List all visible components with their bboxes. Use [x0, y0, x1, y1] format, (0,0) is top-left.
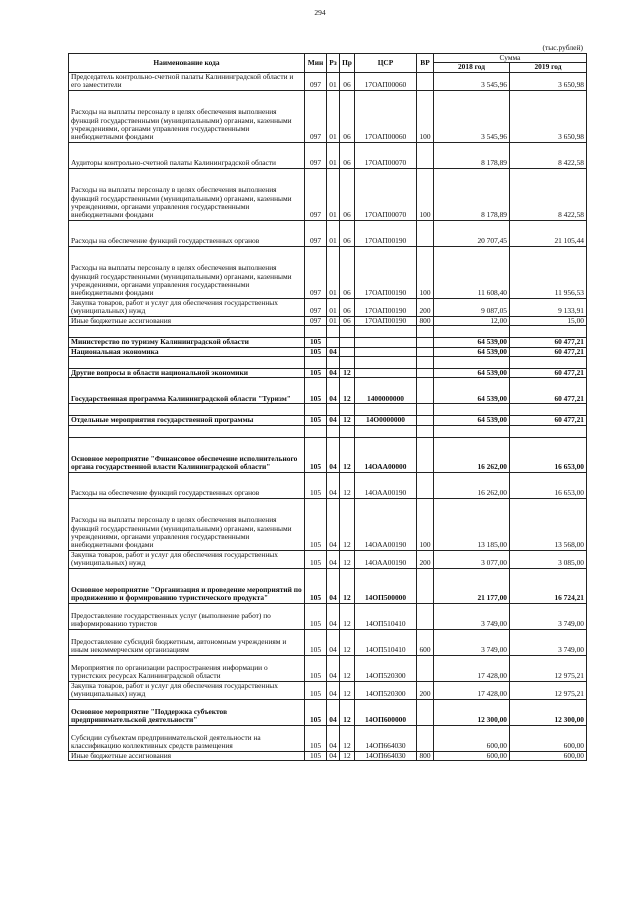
cell-csr — [355, 369, 417, 378]
spacer-cell — [510, 357, 587, 369]
cell-vr — [417, 220, 434, 246]
cell-pr — [340, 338, 355, 347]
spacer-cell — [305, 425, 327, 437]
cell-pr: 12 — [340, 603, 355, 629]
spacer-cell — [340, 425, 355, 437]
cell-min: 097 — [305, 246, 327, 298]
cell-2018: 12,00 — [434, 316, 510, 325]
cell-2019: 60 477,21 — [510, 416, 587, 425]
spacer-cell — [355, 357, 417, 369]
spacer-cell — [510, 425, 587, 437]
cell-name: Предоставление государственных услуг (выполнение работ) по информированию туристов — [69, 603, 305, 629]
table-row — [69, 168, 587, 220]
cell-2019: 3 085,00 — [510, 550, 587, 568]
cell-2018: 3 749,00 — [434, 603, 510, 629]
cell-min: 105 — [305, 338, 327, 347]
cell-name: Министерство по туризму Калининградской области — [69, 338, 305, 347]
cell-pr: 12 — [340, 437, 355, 472]
cell-pr — [340, 347, 355, 356]
cell-pr: 06 — [340, 220, 355, 246]
cell-name: Расходы на выплаты персоналу в целях обеспечения выполнения функций государственными (муниципальными) органами, казенными учреждениями, органами управления государственными внебюджетными фондами — [69, 498, 305, 550]
table-row — [69, 498, 587, 550]
cell-name: Расходы на обеспечение функций государственных органов — [69, 220, 305, 246]
header-sum: Сумма — [434, 54, 587, 63]
cell-vr — [417, 378, 434, 404]
spacer-cell — [340, 357, 355, 369]
cell-min: 097 — [305, 298, 327, 316]
cell-2018: 3 545,96 — [434, 72, 510, 90]
cell-pr: 12 — [340, 472, 355, 498]
cell-min: 105 — [305, 378, 327, 404]
cell-name: Предоставление субсидий бюджетным, автономным учреждениям и иным некоммерческим организациям — [69, 629, 305, 655]
spacer-cell — [417, 425, 434, 437]
table-row — [69, 369, 587, 378]
cell-csr: 14ОАА00190 — [355, 550, 417, 568]
cell-name: Другие вопросы в области национальной экономики — [69, 369, 305, 378]
spacer-cell — [69, 357, 305, 369]
table-row — [69, 220, 587, 246]
cell-rz: 04 — [327, 629, 340, 655]
table-row — [69, 437, 587, 472]
table-row — [69, 472, 587, 498]
cell-csr: 14ОП510410 — [355, 629, 417, 655]
cell-name: Основное мероприятие "Финансовое обеспечение исполнительного органа государственной власти Калининградской области" — [69, 437, 305, 472]
cell-2019: 8 422,58 — [510, 142, 587, 168]
spacer-cell — [340, 404, 355, 416]
cell-2018: 64 539,00 — [434, 347, 510, 356]
cell-vr — [417, 416, 434, 425]
cell-csr: 17ОАП00190 — [355, 316, 417, 325]
cell-2019: 3 749,00 — [510, 603, 587, 629]
spacer-cell — [434, 425, 510, 437]
table-row — [69, 90, 587, 142]
cell-pr: 12 — [340, 498, 355, 550]
cell-rz: 04 — [327, 681, 340, 699]
cell-pr: 12 — [340, 751, 355, 760]
cell-2019: 60 477,21 — [510, 338, 587, 347]
cell-2019: 9 133,91 — [510, 298, 587, 316]
cell-min: 105 — [305, 416, 327, 425]
cell-rz: 01 — [327, 298, 340, 316]
cell-pr: 06 — [340, 72, 355, 90]
cell-2019: 60 477,21 — [510, 347, 587, 356]
cell-min: 105 — [305, 699, 327, 725]
cell-2018: 600,00 — [434, 725, 510, 751]
header-min: Мин — [305, 54, 327, 73]
spacer-cell — [355, 404, 417, 416]
cell-min: 105 — [305, 472, 327, 498]
cell-csr — [355, 338, 417, 347]
cell-rz: 04 — [327, 725, 340, 751]
cell-min: 105 — [305, 550, 327, 568]
budget-table — [68, 53, 587, 761]
cell-rz: 04 — [327, 437, 340, 472]
cell-name: Закупка товаров, работ и услуг для обеспечения государственных (муниципальных) нужд — [69, 298, 305, 316]
table-row — [69, 298, 587, 316]
units-label: (тыс.рублей) — [542, 43, 583, 52]
cell-vr — [417, 603, 434, 629]
spacer-cell — [434, 357, 510, 369]
cell-rz: 01 — [327, 246, 340, 298]
spacer-cell — [417, 357, 434, 369]
cell-2019: 16 653,00 — [510, 472, 587, 498]
cell-vr: 800 — [417, 751, 434, 760]
cell-vr — [417, 699, 434, 725]
cell-name: Расходы на выплаты персоналу в целях обеспечения выполнения функций государственными (муниципальными) органами, казенными учреждениями, органами управления государственными внебюджетными фондами — [69, 90, 305, 142]
cell-vr — [417, 472, 434, 498]
cell-csr: 14ОП600000 — [355, 699, 417, 725]
cell-2018: 13 185,00 — [434, 498, 510, 550]
cell-csr: 17ОАП00070 — [355, 168, 417, 220]
cell-2018: 16 262,00 — [434, 472, 510, 498]
cell-2019: 11 956,53 — [510, 246, 587, 298]
cell-rz: 04 — [327, 568, 340, 603]
table-row — [69, 550, 587, 568]
cell-min: 105 — [305, 603, 327, 629]
cell-rz: 04 — [327, 603, 340, 629]
spacer-cell — [69, 425, 305, 437]
cell-vr: 100 — [417, 168, 434, 220]
table-header — [69, 54, 587, 73]
cell-2018: 3 077,00 — [434, 550, 510, 568]
cell-2019: 8 422,58 — [510, 168, 587, 220]
cell-2018: 3 545,96 — [434, 90, 510, 142]
header-name: Наименование кода — [69, 54, 305, 73]
header-2018: 2018 год — [434, 63, 510, 72]
cell-name: Иные бюджетные ассигнования — [69, 316, 305, 325]
cell-pr: 06 — [340, 168, 355, 220]
cell-name: Основное мероприятие "Организация и проведение мероприятий по продвижению и формированию туристического продукта" — [69, 568, 305, 603]
cell-2018: 64 539,00 — [434, 416, 510, 425]
cell-vr — [417, 347, 434, 356]
table-row — [69, 338, 587, 347]
cell-rz: 04 — [327, 498, 340, 550]
cell-2018: 21 177,00 — [434, 568, 510, 603]
cell-csr: 14ОАА00000 — [355, 437, 417, 472]
cell-name: Закупка товаров, работ и услуг для обеспечения государственных (муниципальных) нужд — [69, 550, 305, 568]
cell-2019: 16 653,00 — [510, 437, 587, 472]
spacer-cell — [510, 404, 587, 416]
header-rz: Рз — [327, 54, 340, 73]
cell-vr — [417, 72, 434, 90]
spacer-cell — [327, 425, 340, 437]
cell-vr — [417, 338, 434, 347]
spacer-cell — [327, 404, 340, 416]
cell-2018: 64 539,00 — [434, 369, 510, 378]
table-row — [69, 681, 587, 699]
cell-min: 105 — [305, 681, 327, 699]
cell-pr: 12 — [340, 568, 355, 603]
header-vr: ВР — [417, 54, 434, 73]
spacer-cell — [327, 357, 340, 369]
cell-2018: 8 178,89 — [434, 142, 510, 168]
cell-pr: 12 — [340, 629, 355, 655]
table-row — [69, 725, 587, 751]
cell-name: Расходы на выплаты персоналу в целях обеспечения выполнения функций государственными (муниципальными) органами, казенными учреждениями, органами управления государственными внебюджетными фондами — [69, 246, 305, 298]
cell-2018: 8 178,89 — [434, 168, 510, 220]
cell-rz: 01 — [327, 168, 340, 220]
table-row — [69, 603, 587, 629]
cell-min: 105 — [305, 725, 327, 751]
table-row — [69, 629, 587, 655]
cell-2019: 600,00 — [510, 725, 587, 751]
cell-name: Иные бюджетные ассигнования — [69, 751, 305, 760]
cell-csr: 14ОП664030 — [355, 751, 417, 760]
spacer-cell — [355, 326, 417, 338]
cell-2019: 15,00 — [510, 316, 587, 325]
cell-min: 097 — [305, 90, 327, 142]
cell-2018: 64 539,00 — [434, 338, 510, 347]
cell-rz: 04 — [327, 369, 340, 378]
cell-vr — [417, 369, 434, 378]
cell-name: Аудиторы контрольно-счетной палаты Калининградской области — [69, 142, 305, 168]
cell-min: 105 — [305, 347, 327, 356]
cell-2019: 21 105,44 — [510, 220, 587, 246]
cell-pr: 12 — [340, 378, 355, 404]
cell-2018: 11 608,40 — [434, 246, 510, 298]
cell-2018: 16 262,00 — [434, 437, 510, 472]
cell-rz: 04 — [327, 416, 340, 425]
cell-2019: 12 975,21 — [510, 655, 587, 681]
cell-2019: 60 477,21 — [510, 369, 587, 378]
spacer-row — [69, 326, 587, 338]
cell-vr: 200 — [417, 298, 434, 316]
cell-pr: 06 — [340, 246, 355, 298]
cell-vr: 200 — [417, 550, 434, 568]
cell-rz: 01 — [327, 142, 340, 168]
cell-name: Расходы на обеспечение функций государственных органов — [69, 472, 305, 498]
cell-vr: 800 — [417, 316, 434, 325]
spacer-cell — [417, 326, 434, 338]
table-row — [69, 751, 587, 760]
cell-min: 105 — [305, 369, 327, 378]
header-pr: Пр — [340, 54, 355, 73]
cell-csr: 14ОП510410 — [355, 603, 417, 629]
spacer-cell — [340, 326, 355, 338]
cell-pr: 06 — [340, 90, 355, 142]
cell-csr: 17ОАП00070 — [355, 142, 417, 168]
cell-name: Отдельные мероприятия государственной программы — [69, 416, 305, 425]
table-row — [69, 347, 587, 356]
cell-csr: 17ОАП00190 — [355, 298, 417, 316]
cell-csr: 17ОАП00190 — [355, 246, 417, 298]
cell-csr: 17ОАП00190 — [355, 220, 417, 246]
cell-rz: 01 — [327, 72, 340, 90]
cell-vr — [417, 568, 434, 603]
cell-name: Субсидии субъектам предпринимательской деятельности на классификацию коллективных средств размещения — [69, 725, 305, 751]
table-row — [69, 568, 587, 603]
cell-2018: 20 707,45 — [434, 220, 510, 246]
table-body — [69, 72, 587, 760]
cell-csr: 14О0000000 — [355, 416, 417, 425]
cell-min: 097 — [305, 72, 327, 90]
cell-min: 105 — [305, 751, 327, 760]
cell-min: 097 — [305, 168, 327, 220]
cell-csr: 14ОП500000 — [355, 568, 417, 603]
cell-pr: 12 — [340, 416, 355, 425]
cell-csr: 14ОП520300 — [355, 655, 417, 681]
spacer-cell — [305, 404, 327, 416]
cell-rz: 01 — [327, 90, 340, 142]
cell-csr: 17ОАП00060 — [355, 72, 417, 90]
cell-vr: 100 — [417, 246, 434, 298]
cell-name: Расходы на выплаты персоналу в целях обеспечения выполнения функций государственными (муниципальными) органами, казенными учреждениями, органами управления государственными внебюджетными фондами — [69, 168, 305, 220]
cell-rz: 04 — [327, 751, 340, 760]
cell-min: 097 — [305, 316, 327, 325]
table-row — [69, 416, 587, 425]
cell-csr: 1400000000 — [355, 378, 417, 404]
cell-pr: 06 — [340, 316, 355, 325]
cell-2019: 3 650,98 — [510, 90, 587, 142]
cell-name: Мероприятия по организации распространения информации о туристских ресурсах Калининградской области — [69, 655, 305, 681]
table-row — [69, 378, 587, 404]
cell-csr — [355, 347, 417, 356]
cell-pr: 12 — [340, 699, 355, 725]
cell-vr: 100 — [417, 90, 434, 142]
cell-rz: 04 — [327, 655, 340, 681]
cell-pr: 12 — [340, 369, 355, 378]
cell-pr: 12 — [340, 550, 355, 568]
cell-rz — [327, 338, 340, 347]
spacer-cell — [69, 326, 305, 338]
cell-2019: 60 477,21 — [510, 378, 587, 404]
cell-rz: 04 — [327, 472, 340, 498]
cell-rz: 01 — [327, 316, 340, 325]
cell-2018: 3 749,00 — [434, 629, 510, 655]
spacer-cell — [69, 404, 305, 416]
spacer-cell — [327, 326, 340, 338]
cell-min: 105 — [305, 655, 327, 681]
cell-min: 105 — [305, 629, 327, 655]
spacer-cell — [305, 357, 327, 369]
cell-pr: 12 — [340, 681, 355, 699]
cell-2019: 600,00 — [510, 751, 587, 760]
header-csr: ЦСР — [355, 54, 417, 73]
cell-2018: 64 539,00 — [434, 378, 510, 404]
cell-pr: 12 — [340, 725, 355, 751]
cell-pr: 06 — [340, 142, 355, 168]
cell-csr: 14ОП664030 — [355, 725, 417, 751]
cell-vr — [417, 437, 434, 472]
cell-min: 105 — [305, 498, 327, 550]
cell-2019: 13 568,00 — [510, 498, 587, 550]
spacer-row — [69, 357, 587, 369]
table-row — [69, 246, 587, 298]
spacer-cell — [305, 326, 327, 338]
cell-name: Закупка товаров, работ и услуг для обеспечения государственных (муниципальных) нужд — [69, 681, 305, 699]
cell-rz: 04 — [327, 550, 340, 568]
cell-min: 097 — [305, 220, 327, 246]
cell-min: 097 — [305, 142, 327, 168]
cell-rz: 04 — [327, 699, 340, 725]
cell-vr — [417, 725, 434, 751]
cell-2018: 600,00 — [434, 751, 510, 760]
cell-2019: 16 724,21 — [510, 568, 587, 603]
spacer-cell — [510, 326, 587, 338]
cell-2019: 12 300,00 — [510, 699, 587, 725]
table-row — [69, 72, 587, 90]
cell-2018: 9 087,05 — [434, 298, 510, 316]
cell-2018: 12 300,00 — [434, 699, 510, 725]
spacer-cell — [434, 326, 510, 338]
table-row — [69, 699, 587, 725]
table-row — [69, 316, 587, 325]
cell-min: 105 — [305, 568, 327, 603]
spacer-row — [69, 404, 587, 416]
spacer-row — [69, 425, 587, 437]
cell-2018: 17 428,00 — [434, 681, 510, 699]
cell-name: Национальная экономика — [69, 347, 305, 356]
spacer-cell — [355, 425, 417, 437]
header-2019: 2019 год — [510, 63, 587, 72]
cell-csr: 14ОАА00190 — [355, 472, 417, 498]
cell-rz: 01 — [327, 220, 340, 246]
spacer-cell — [417, 404, 434, 416]
cell-pr: 06 — [340, 298, 355, 316]
cell-min: 105 — [305, 437, 327, 472]
cell-2019: 3 650,98 — [510, 72, 587, 90]
cell-vr: 200 — [417, 681, 434, 699]
cell-2019: 12 975,21 — [510, 681, 587, 699]
cell-name: Председатель контрольно-счетной палаты Калининградской области и его заместители — [69, 72, 305, 90]
cell-rz: 04 — [327, 378, 340, 404]
cell-vr: 600 — [417, 629, 434, 655]
table-row — [69, 655, 587, 681]
cell-vr: 100 — [417, 498, 434, 550]
cell-rz: 04 — [327, 347, 340, 356]
page-number: 294 — [314, 8, 326, 17]
cell-csr: 14ОП520300 — [355, 681, 417, 699]
cell-name: Государственная программа Калининградской области "Туризм" — [69, 378, 305, 404]
table-row — [69, 142, 587, 168]
cell-csr: 14ОАА00190 — [355, 498, 417, 550]
cell-2018: 17 428,00 — [434, 655, 510, 681]
cell-pr: 12 — [340, 655, 355, 681]
cell-vr — [417, 655, 434, 681]
spacer-cell — [434, 404, 510, 416]
cell-csr: 17ОАП00060 — [355, 90, 417, 142]
cell-2019: 3 749,00 — [510, 629, 587, 655]
cell-name: Основное мероприятие "Поддержка субъектов предпринимательской деятельности" — [69, 699, 305, 725]
cell-vr — [417, 142, 434, 168]
